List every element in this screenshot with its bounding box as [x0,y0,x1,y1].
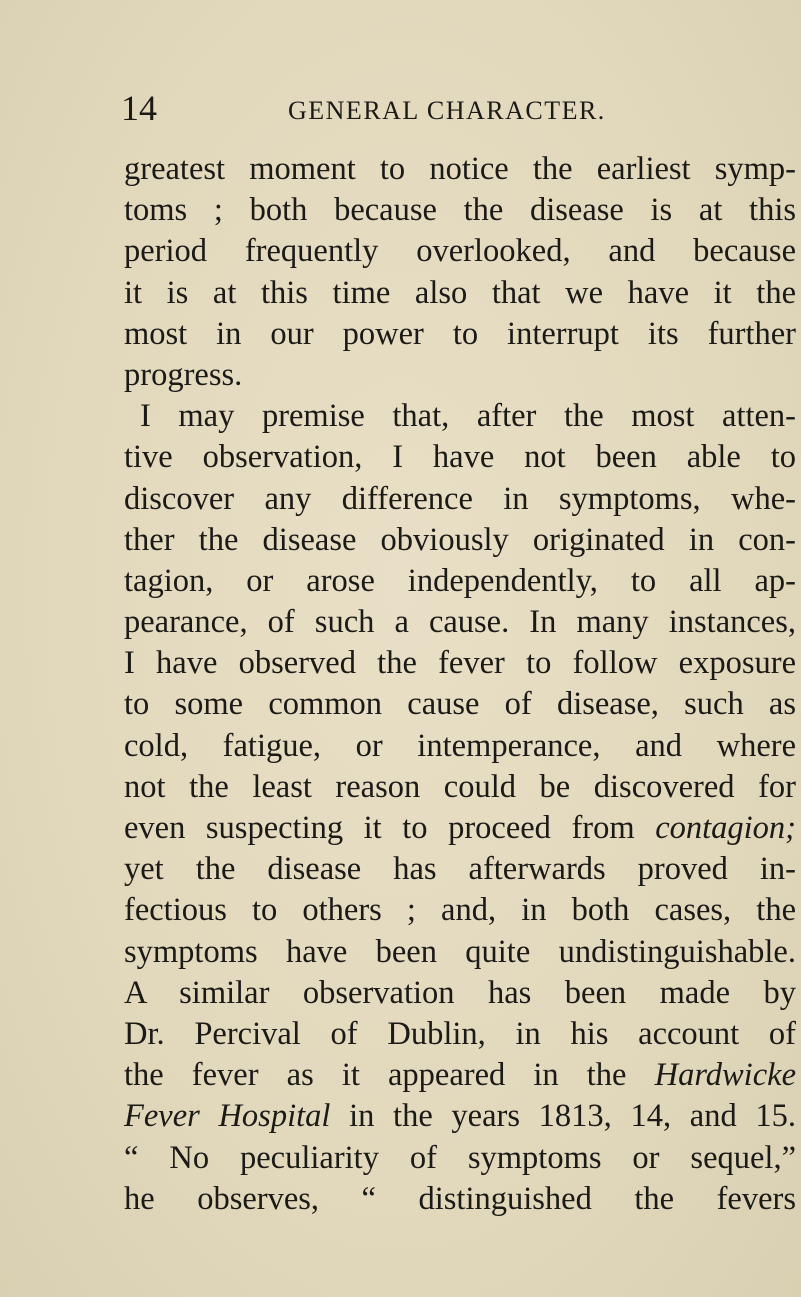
text-segment: the fever as it appeared in the [124,1057,627,1094]
text-line: tagion, or arose independently, to all ap- [124,562,796,599]
text-line-hardwicke [124,1055,796,1096]
text-line: progress. [124,356,243,393]
text-line: discover any difference in symptoms, whe- [124,480,796,517]
text-line: A similar observation has been made by [124,974,796,1011]
text-line-contagion [124,808,796,849]
text-line: not the least reason could be discovered for [124,768,796,805]
text-line: I may premise that, after the most atten- [140,398,796,435]
text-line: most in our power to interrupt its further [124,315,796,352]
running-head [0,88,801,128]
text-line: fectious to others ; and, in both cases, the [124,892,796,929]
text-line: cold, fatigue, or intemperance, and where [124,727,796,764]
text-segment: in the years 1813, 14, and 15. [330,1098,797,1135]
text-line: Dr. Percival of Dublin, in his account of [124,1015,796,1052]
page-number: 14 [121,88,157,128]
running-title: GENERAL CHARACTER. [288,96,606,125]
text-line: symptoms have been quite undistinguishable. [124,933,796,970]
text-line: to some common cause of disease, such as [124,686,796,723]
text-line-fever-hospital [124,1096,796,1137]
italic-hardwicke: Hardwicke [654,1057,796,1094]
text-line: it is at this time also that we have it the [124,274,796,311]
text-line: pearance, of such a cause. In many instances, [124,604,796,641]
text-line: toms ; both because the disease is at this [124,192,796,229]
text-line: ther the disease obviously originated in con- [124,521,796,558]
italic-fever-hospital: Fever Hospital [124,1098,331,1135]
text-line: period frequently overlooked, and because [124,233,796,270]
italic-contagion: contagion [655,810,786,846]
text-line: tive observation, I have not been able to [124,439,796,476]
text-line: “ No peculiarity of symptoms or sequel,” [124,1139,796,1176]
body-text [124,149,796,1220]
text-segment: ; [785,810,796,846]
text-segment: even suspecting it to proceed from [124,810,656,846]
text-line: I have observed the fever to follow exposure [124,645,796,682]
text-line: greatest moment to notice the earliest symp- [124,151,796,187]
text-line: he observes, “ distinguished the fevers [124,1180,796,1217]
text-line: yet the disease has afterwards proved in- [124,851,796,888]
